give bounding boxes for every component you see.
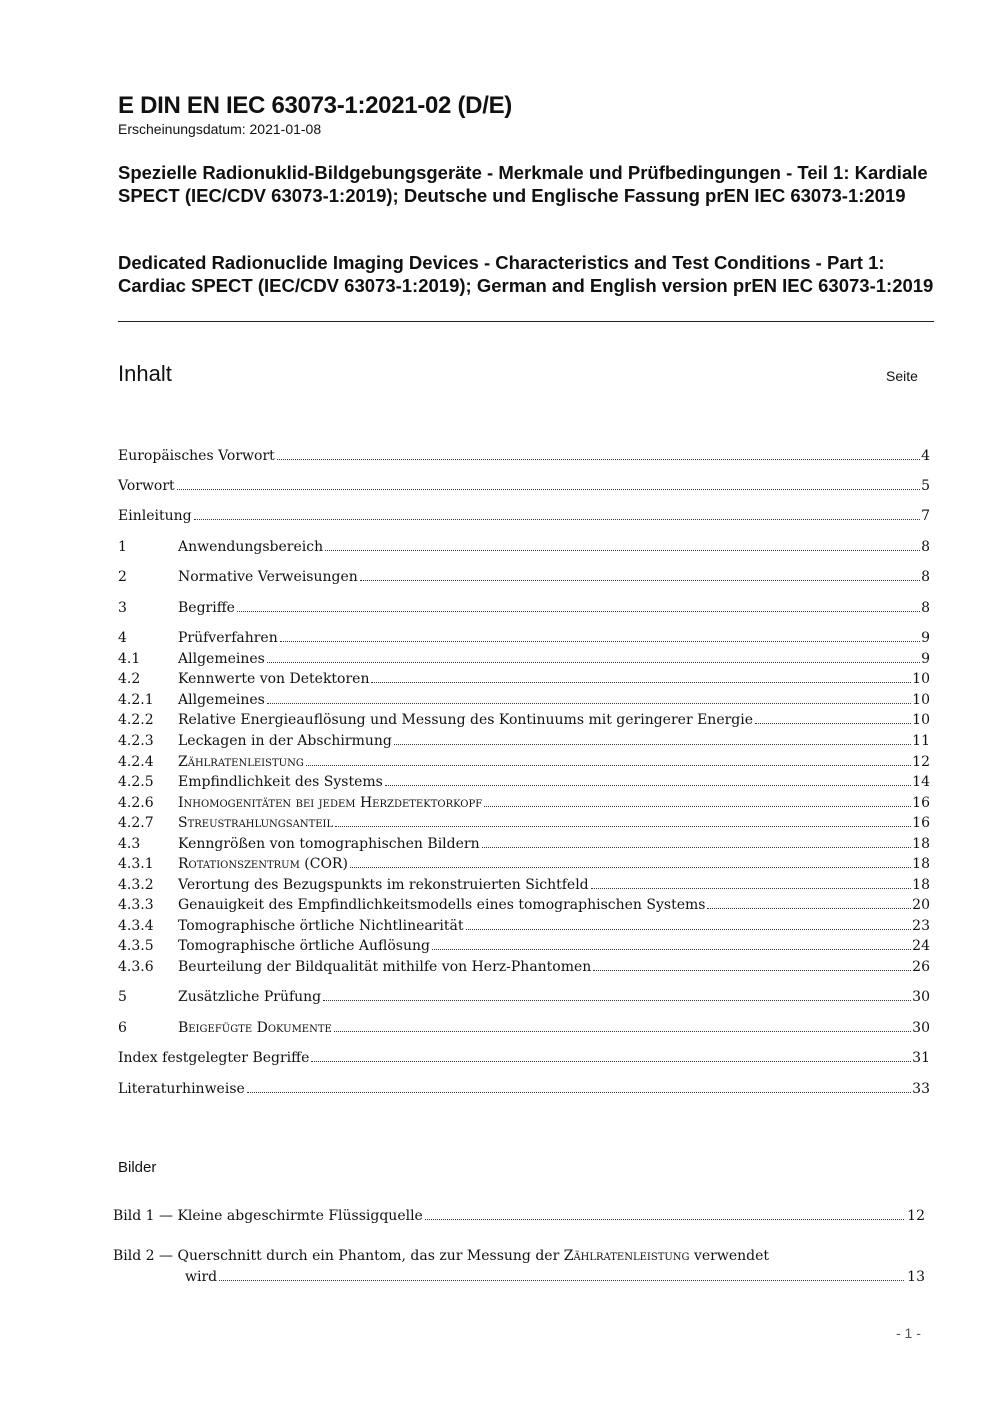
toc-entry-number: 2: [118, 569, 127, 585]
toc-entry-title: Zusätzliche Prüfung: [178, 989, 322, 1005]
toc-entry-page: 8: [921, 600, 930, 616]
toc-entry-number: 4.3.1: [118, 856, 154, 872]
toc-entry-title: Kenngrößen von tomographischen Bildern: [178, 836, 480, 852]
toc-entry-page: 14: [912, 774, 930, 790]
dot-leader: [755, 723, 911, 724]
toc-entry-number: 4.2.5: [118, 774, 154, 790]
toc-entry-page: 5: [921, 478, 930, 494]
toc-entry-number: 4.3.6: [118, 959, 154, 975]
page-column-label: Seite: [886, 368, 918, 384]
toc-entry-title: Relative Energieauflösung und Messung des Kontinuums mit geringerer Energie: [178, 712, 754, 728]
toc-entry-title: Tomographische örtliche Nichtlinearität: [178, 918, 464, 934]
toc-entry-title: Einleitung: [118, 508, 192, 524]
toc-entry-page: 18: [912, 836, 930, 852]
toc-entry[interactable]: [118, 671, 930, 691]
toc-entry-page: 10: [912, 671, 930, 687]
toc-entry-number: 6: [118, 1020, 127, 1036]
dot-leader: [247, 1092, 911, 1093]
toc-entry-number: 4.2.3: [118, 733, 154, 749]
toc-entry-number: 4.3.2: [118, 877, 154, 893]
figure-entry-2[interactable]: [113, 1248, 925, 1264]
document-id: E DIN EN IEC 63073-1:2021-02 (D/E): [118, 92, 512, 119]
toc-entry-title: Beigefügte Dokumente: [178, 1020, 332, 1036]
toc-entry-number: 4.3.4: [118, 918, 154, 934]
toc-entry-title: Anwendungsbereich: [178, 539, 324, 555]
dot-leader: [591, 888, 912, 889]
toc-entry-number: 4.2.2: [118, 712, 154, 728]
figures-heading: Bilder: [118, 1159, 157, 1176]
toc-entry[interactable]: [118, 815, 930, 835]
toc-entry-page: 18: [912, 856, 930, 872]
dot-leader: [280, 641, 920, 642]
dot-leader: [267, 703, 911, 704]
figure-entry-1[interactable]: [113, 1208, 925, 1224]
dot-leader: [394, 744, 911, 745]
toc-entry-page: 20: [912, 897, 930, 913]
toc-entry[interactable]: [118, 630, 930, 650]
toc-entry[interactable]: [118, 877, 930, 897]
toc-entry[interactable]: [118, 539, 930, 559]
toc-entry-number: 4.2.6: [118, 795, 154, 811]
toc-entry-title: Beurteilung der Bildqualität mithilfe von Herz-Phantomen: [178, 959, 592, 975]
dot-leader: [593, 970, 911, 971]
toc-entry[interactable]: [118, 836, 930, 856]
dot-leader: [484, 806, 911, 807]
publication-date: Erscheinungsdatum: 2021-01-08: [118, 121, 322, 137]
toc-entry-title: Begriffe: [178, 600, 235, 616]
dot-leader: [219, 1280, 904, 1281]
dot-leader: [482, 847, 912, 848]
toc-entry-title: Genauigkeit des Empfindlichkeitsmodells eines tomographischen Systems: [178, 897, 706, 913]
toc-entry-title: Empfindlichkeit des Systems: [178, 774, 383, 790]
toc-entry-number: 3: [118, 600, 127, 616]
toc-entry-page: 24: [912, 938, 930, 954]
figure-title-part: Bild 2 — Querschnitt durch ein Phantom, das zur Messung der: [113, 1248, 564, 1264]
dot-leader: [466, 929, 912, 930]
toc-entry[interactable]: [118, 856, 930, 876]
contents-heading: Inhalt: [118, 361, 172, 386]
figure-entry-2-continuation[interactable]: [185, 1269, 925, 1285]
toc-entry-page: 31: [912, 1050, 930, 1066]
toc-entry-number: 4: [118, 630, 127, 646]
toc-entry-number: 4.2: [118, 671, 141, 687]
toc-entry-title: Allgemeines: [178, 651, 265, 667]
figure-page: 12: [907, 1208, 925, 1224]
toc-entry[interactable]: [118, 448, 930, 468]
figure-title-part: verwendet: [689, 1248, 770, 1264]
title-german: Spezielle Radionuklid-Bildgebungsgeräte - Merkmale und Prüfbedingungen - Teil 1: Kardiale SPECT (IEC/CDV 63073-1:2019); Deutsche und Englische Fassung prEN IEC 63073-1:2019: [118, 162, 928, 206]
dot-leader: [325, 550, 920, 551]
toc-entry[interactable]: [118, 1020, 930, 1040]
dot-leader: [371, 682, 911, 683]
figure-page: 13: [907, 1269, 925, 1285]
toc-entry-page: 30: [912, 1020, 930, 1036]
dot-leader: [425, 1219, 904, 1220]
toc-entry-title: Kennwerte von Detektoren: [178, 671, 370, 687]
toc-entry[interactable]: [118, 569, 930, 589]
toc-entry-page: 9: [921, 651, 930, 667]
toc-entry-page: 10: [912, 692, 930, 708]
toc-entry-page: 16: [912, 815, 930, 831]
toc-entry-title: Inhomogenitäten bei jedem Herzdetektorkopf: [178, 795, 483, 811]
toc-entry-number: 4.2.7: [118, 815, 154, 831]
toc-entry-number: 4.2.4: [118, 754, 154, 770]
header-divider: [118, 321, 934, 322]
toc-entry-number: 4.2.1: [118, 692, 154, 708]
toc-entry[interactable]: [118, 938, 930, 958]
toc-entry[interactable]: [118, 774, 930, 794]
toc-entry[interactable]: [118, 959, 930, 979]
dot-leader: [707, 908, 911, 909]
figure-title-continuation: wird: [185, 1269, 218, 1285]
toc-entry[interactable]: [118, 478, 930, 498]
toc-entry-title: Europäisches Vorwort: [118, 448, 275, 464]
toc-entry[interactable]: [118, 692, 930, 712]
toc-entry-title: Normative Verweisungen: [178, 569, 358, 585]
toc-entry[interactable]: [118, 600, 930, 620]
toc-entry-page: 23: [912, 918, 930, 934]
dot-leader: [306, 765, 911, 766]
toc-entry-title: Tomographische örtliche Auflösung: [178, 938, 430, 954]
toc-entry[interactable]: [118, 795, 930, 815]
dot-leader: [177, 489, 920, 490]
toc-entry-number: 4.3.5: [118, 938, 154, 954]
toc-entry[interactable]: [118, 897, 930, 917]
toc-entry-page: 12: [912, 754, 930, 770]
toc-entry-page: 10: [912, 712, 930, 728]
toc-entry[interactable]: [118, 712, 930, 732]
toc-entry-page: 30: [912, 989, 930, 1005]
toc-entry[interactable]: [118, 733, 930, 753]
toc-entry[interactable]: [118, 1081, 930, 1101]
dot-leader: [311, 1061, 911, 1062]
toc-entry-page: 4: [921, 448, 930, 464]
toc-entry-page: 8: [921, 539, 930, 555]
toc-entry-title: Vorwort: [118, 478, 175, 494]
title-english: Dedicated Radionuclide Imaging Devices - Characteristics and Test Conditions - Part 1: Cardiac SPECT (IEC/CDV 63073-1:2019); German and English version prEN IEC 63073-1:2019: [118, 252, 934, 296]
toc-entry-title: Index festgelegter Begriffe: [118, 1050, 310, 1066]
dot-leader: [432, 949, 911, 950]
figure-title: Bild 1 — Kleine abgeschirmte Flüssigquelle: [113, 1208, 423, 1224]
dot-leader: [267, 662, 920, 663]
toc-entry-page: 7: [921, 508, 930, 524]
toc-entry-page: 16: [912, 795, 930, 811]
toc-entry-page: 18: [912, 877, 930, 893]
toc-entry-title: Prüfverfahren: [178, 630, 278, 646]
toc-entry-title: Literaturhinweise: [118, 1081, 245, 1097]
toc-entry[interactable]: [118, 651, 930, 671]
toc-entry-number: 1: [118, 539, 127, 555]
dot-leader: [194, 519, 921, 520]
page-number: - 1 -: [896, 1325, 921, 1341]
dot-leader: [335, 826, 911, 827]
toc-entry[interactable]: [118, 754, 930, 774]
dot-leader: [334, 1031, 911, 1032]
toc-entry[interactable]: [118, 918, 930, 938]
toc-entry-number: 4.3: [118, 836, 141, 852]
dot-leader: [277, 459, 920, 460]
toc-entry-page: 8: [921, 569, 930, 585]
toc-entry-number: 4.1: [118, 651, 141, 667]
toc-entry-page: 26: [912, 959, 930, 975]
dot-leader: [350, 867, 911, 868]
dot-leader: [237, 611, 920, 612]
toc-entry[interactable]: [118, 508, 930, 528]
toc-entry-page: 11: [912, 733, 930, 749]
dot-leader: [360, 580, 920, 581]
toc-entry-title: Allgemeines: [178, 692, 265, 708]
toc-entry-page: 33: [912, 1081, 930, 1097]
toc-entry-title: Zählratenleistung: [178, 754, 304, 770]
toc-entry[interactable]: [118, 1050, 930, 1070]
toc-entry-title: Streustrahlungsanteil: [178, 815, 334, 831]
toc-entry-number: 5: [118, 989, 127, 1005]
figure-title-smallcaps: Zählratenleistung: [563, 1248, 690, 1264]
dot-leader: [385, 785, 911, 786]
dot-leader: [323, 1000, 911, 1001]
toc-entry-page: 9: [921, 630, 930, 646]
toc-entry-title: Verortung des Bezugspunkts im rekonstruierten Sichtfeld: [178, 877, 589, 893]
toc-entry-number: 4.3.3: [118, 897, 154, 913]
toc-entry-title: Leckagen in der Abschirmung: [178, 733, 392, 749]
toc-entry[interactable]: [118, 989, 930, 1009]
toc-entry-title: Rotationszentrum (COR): [178, 856, 348, 872]
